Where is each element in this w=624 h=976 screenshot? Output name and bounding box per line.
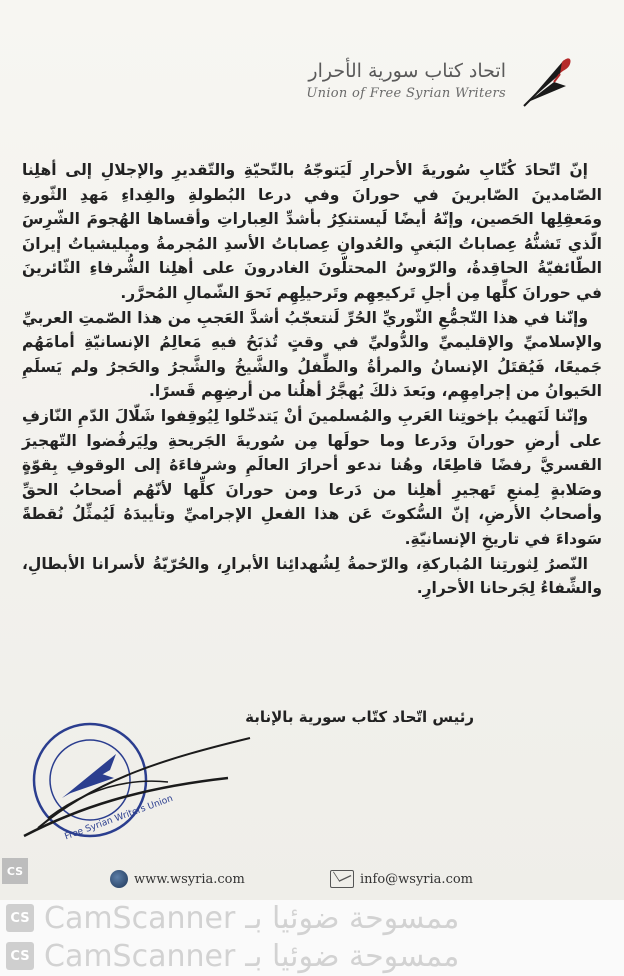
watermark-arabic: ممسوحة ضوئيا بـ xyxy=(245,938,460,974)
footer-email[interactable] xyxy=(330,870,473,888)
letter-footer xyxy=(0,864,624,900)
stamp-text: Free Syrian Writers Union xyxy=(63,793,175,843)
camscanner-logo-icon: CS xyxy=(6,942,34,970)
paragraph-1: إنّ اتّحادَ كُتّابِ سُوريةَ الأحرارِ لَيَتوجّهُ بالتّحيّةِ والتّقديرِ والإجلالِ إلى أهلِنا الصّامدينَ الصّابرينَ في حورانَ وفي درعا البُطولةِ والفِداءِ مَهدِ الثّورةِ ومَعقِلِها الحَصين، وإنّهُ أيضًا لَيستنكِرُ بأشدِّ العِباراتِ وأقساها الهُجومَ الشّرِسَ الّذي تَشنُّهُ عِصاباتُ البَغيِ والعُدوانِ عِصاباتُ الأسدِ المُجرمةُ وميليشياتُ إيرانَ الطّائفيّةُ الحاقِدةُ، والرّوسُ المحتلّونَ الغادرونَ على أهلِنا الشُّرفاءِ الثّائرينَ في حورانَ كلِّها مِن أجلِ تَركيعِهِم وتَرحيلِهِم نَحوَ الشّمالِ المُحرَّر. xyxy=(22,161,602,302)
website-text[interactable]: www.wsyria.com xyxy=(134,871,245,887)
camscanner-watermark xyxy=(0,900,624,976)
watermark-arabic: ممسوحة ضوئيا بـ xyxy=(245,900,460,936)
letterhead xyxy=(306,52,576,122)
camscanner-badge-side: CS xyxy=(2,858,28,884)
watermark-row xyxy=(0,900,624,936)
paragraph-3: وإنّنا لَنَهيبُ بإخوتِنا العَربِ والمُسلمينَ أنْ يَتدخّلوا لِيُوقِفوا شَلّالَ الدّمِ النّازفِ على أرضِ حورانَ ودَرعا وما حولَها مِن سُوريةَ الجَريحةِ ولِيَرفُضوا التّهجيرَ القسريَّ رفضًا قاطِعًا، وهُنا ندعو أحرارَ العالَمِ وشرفاءَهُ إلى الوقوفِ بِقوّةٍ وصَلابةٍ لِمنعِ تَهجيرِ أهلِنا من دَرعا ومن حورانَ كلِّها لأنّهُم أصحابُ الحقِّ وأصحابُ الأرضِ، إنّ السُّكوتَ عَن هذا الفعلِ الإجراميِّ وتأييدَهُ لَيُمثِّلُ نُقطةً سَوداءَ في تاريخِ الإنسانيّةِ. xyxy=(22,406,602,548)
signature-title: رئيس اتّحاد كتّاب سورية بالإنابة xyxy=(245,708,474,726)
envelope-icon xyxy=(330,870,354,888)
union-stamp-icon xyxy=(18,718,258,848)
paragraph-4: النّصرُ لِثورتِنا المُباركةِ، والرّحمةُ لِشُهدائِنا الأبرارِ، والحُرّيّةُ لأسرانا الأبطالِ، والشِّفاءُ لِجَرحانا الأحرارِ. xyxy=(22,554,602,598)
watermark-brand: CamScanner xyxy=(44,900,236,936)
letter-body xyxy=(22,158,602,601)
camscanner-logo-icon: CS xyxy=(6,904,34,932)
paragraph-2: وإنّنا في هذا التّجمُّعِ الثّوريِّ الحُرِّ لَنتعجّبُ أشدَّ العَجبِ من هذا الصّمتِ العربيِّ والإسلاميِّ والإقليميِّ والدُّوليِّ في وقتٍ تُذبَحُ فيهِ مَعالِمُ الإنسانيّةِ أمامَهُم جَميعًا، فَيُقتَلُ الإنسانُ والمرأةُ والطِّفلُ والشَّيخُ والشَّجرُ والحَجرُ ولم يَسلَمِ الحَيوانُ من إجرامِهِم، وبَعدَ ذلكَ يُهجَّرُ أهلُنا من أرضِهِم قَسرًا. xyxy=(22,308,602,401)
logo-english-text: Union of Free Syrian Writers xyxy=(306,86,506,101)
quill-feather-icon xyxy=(516,52,576,112)
footer-website[interactable] xyxy=(110,870,245,888)
globe-icon xyxy=(110,870,128,888)
watermark-row xyxy=(0,938,624,974)
logo-arabic-text: اتحاد كتاب سورية الأحرار xyxy=(308,60,506,82)
watermark-brand: CamScanner xyxy=(44,938,236,974)
email-text[interactable]: info@wsyria.com xyxy=(360,871,474,887)
